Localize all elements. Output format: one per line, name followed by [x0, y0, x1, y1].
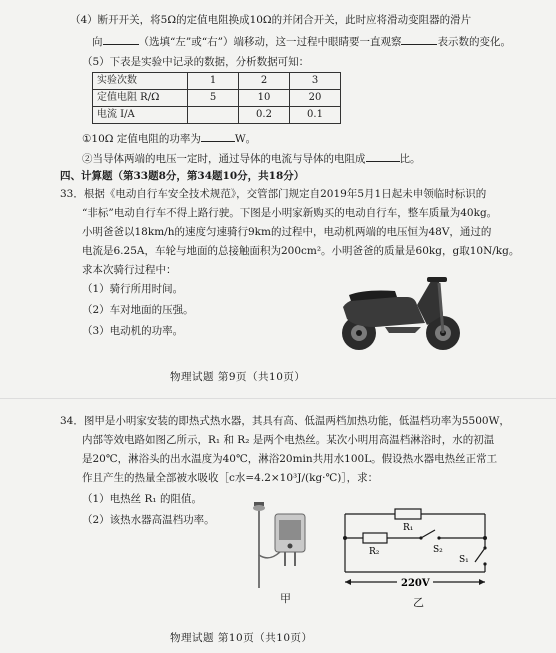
resistor-r2-label: R₂: [369, 547, 380, 557]
q34-item1: （1）电热丝 R₁ 的阻值。: [82, 493, 202, 505]
experiment-table: [92, 72, 341, 124]
q34-line4: 作且产生的热量全部被水吸收［c水=4.2×10³J/(kg·℃)］，求：: [82, 472, 379, 484]
q5-sub1: [82, 131, 256, 146]
q5-sub2: [82, 151, 421, 166]
table-row: [93, 107, 341, 124]
q4-text-b: （选填“左”或“右”）端移动，这一过程中眼睛要一直观察: [138, 36, 402, 48]
q4-text-a: 向: [92, 36, 103, 48]
q33-line4: 电流是6.25A，车轮与地面的总接触面积为200cm²。小明爸爸的质量是60kg，g取10N/kg。: [82, 245, 520, 257]
q34-line1: 34．图甲是小明家安装的即热式热水器，其具有高、低温两档加热功能，低温档功率为5500W，: [60, 415, 510, 427]
page-divider: [0, 398, 556, 399]
q4-text-c: 表示数的变化。: [437, 36, 511, 48]
water-heater-image: [245, 500, 315, 595]
q4-line1: （4）断开开关，将5Ω的定值电阻换成10Ω的并闭合开关，此时应将滑动变阻器的滑片: [70, 14, 472, 26]
q5-sub2-text: ②当导体两端的电压一定时，通过导体的电流与导体的电阻成: [82, 153, 366, 165]
q33-line1: 33．根据《电动自行车安全技术规范》，交管部门规定自2019年5月1日起未申领临时标识的: [60, 188, 487, 200]
table-cell: 实验次数: [93, 73, 188, 90]
q5-sub2-unit: 比。: [399, 153, 421, 165]
answer-blank-power[interactable]: [201, 131, 235, 142]
q34-line3: 是20℃，淋浴头的出水温度为40℃，淋浴20min共用水100L。假设热水器电热丝正常工: [82, 453, 498, 465]
table-cell: [188, 107, 239, 124]
page-footer-9: 物理试题 第9页（共10页）: [170, 371, 306, 383]
table-cell: 定值电阻 R/Ω: [93, 90, 188, 107]
table-cell: 2: [239, 73, 290, 90]
table-cell: 5: [188, 90, 239, 107]
q5-sub1-unit: W。: [234, 133, 257, 145]
q33-item1: （1）骑行所用时间。: [82, 283, 184, 295]
answer-blank-direction[interactable]: [103, 34, 139, 45]
q5-intro: （5）下表是实验中记录的数据，分析数据可知：: [82, 56, 310, 68]
table-cell: 1: [188, 73, 239, 90]
figure-label-yi: 乙: [413, 596, 424, 609]
q33-line3: 小明爸爸以18km/h的速度匀速骑行9km的过程中，电动机两端的电压恒为48V，通过的: [82, 226, 492, 238]
q33-item2: （2）车对地面的压强。: [82, 304, 194, 316]
resistor-r1-label: R₁: [403, 523, 414, 533]
q5-sub1-text: ①10Ω 定值电阻的功率为: [82, 133, 201, 145]
electric-bike-image: [335, 275, 470, 355]
answer-blank-meter[interactable]: [401, 34, 437, 45]
voltage-label: 220V: [401, 578, 430, 589]
answer-blank-ratio[interactable]: [366, 151, 400, 162]
table-cell: 20: [290, 90, 341, 107]
page-footer-10: 物理试题 第10页（共10页）: [170, 632, 313, 644]
table-row: [93, 73, 341, 90]
q4-line2: [92, 34, 511, 49]
q33-line5: 求本次骑行过程中：: [82, 264, 177, 276]
q34-item2: （2）该热水器高温档功率。: [82, 514, 215, 526]
figure-label-jia: 甲: [280, 592, 291, 605]
section-title: 四、计算题（第33题8分，第34题10分，共18分）: [60, 170, 305, 182]
switch-s1-label: S₁: [459, 555, 469, 565]
table-cell: 0.1: [290, 107, 341, 124]
table-row: [93, 90, 341, 107]
q34-line2: 内部等效电路如图乙所示，R₁ 和 R₂ 是两个电热丝。某次小明用高温档淋浴时，水的初温: [82, 434, 495, 446]
switch-s2-label: S₂: [433, 545, 443, 555]
circuit-diagram: [335, 500, 495, 595]
q33-item3: （3）电动机的功率。: [82, 325, 184, 337]
table-cell: 电流 I/A: [93, 107, 188, 124]
table-cell: 3: [290, 73, 341, 90]
q33-line2: “非标”电动自行车不得上路行驶。下图是小明家新购买的电动自行车，整车质量为40kg。: [82, 207, 498, 219]
table-cell: 10: [239, 90, 290, 107]
table-cell: 0.2: [239, 107, 290, 124]
